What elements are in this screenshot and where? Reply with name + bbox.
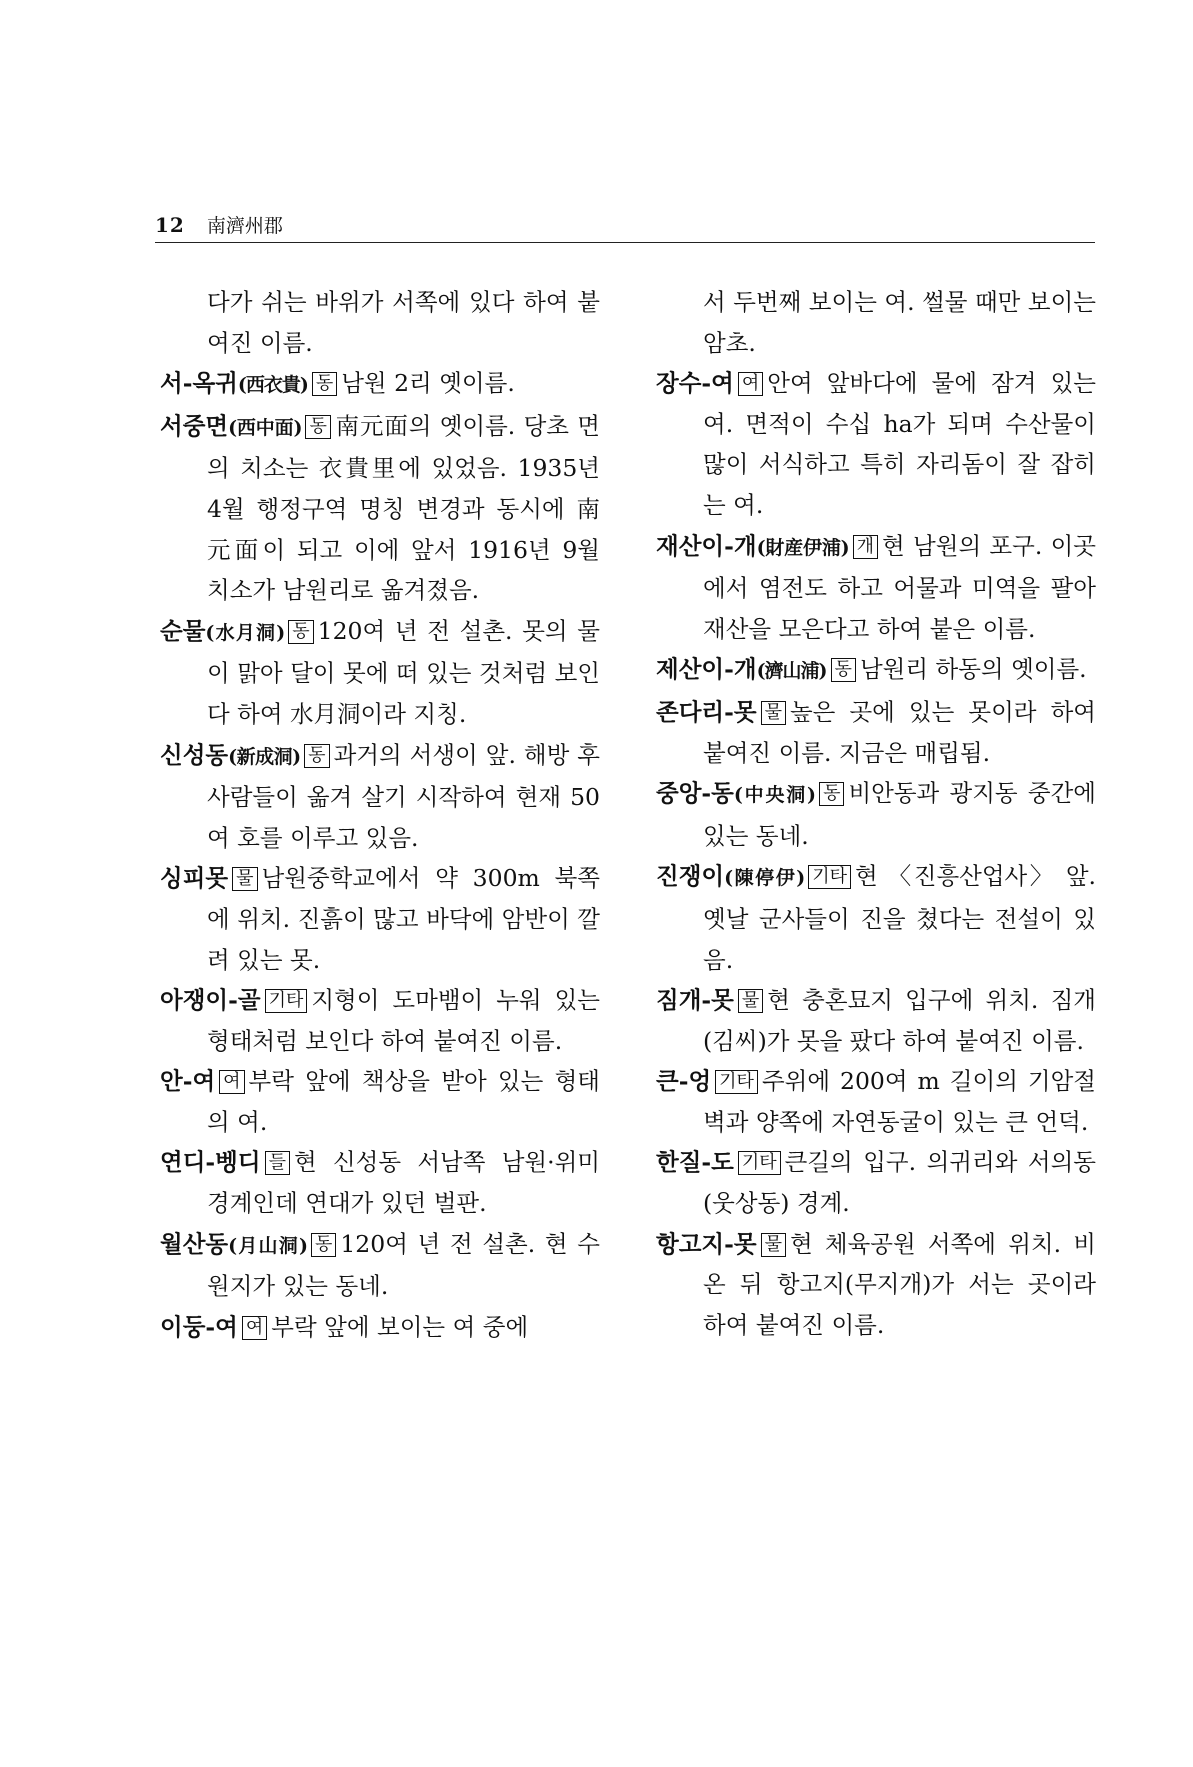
entry-category-tag: 기타 (265, 989, 308, 1013)
entry-category-tag: 여 (738, 372, 763, 396)
entry-category-tag: 동 (312, 372, 337, 396)
dictionary-entry (160, 282, 600, 363)
entry-text: 서 두번째 보이는 여. 썰물 때만 보이는 암초. (703, 288, 1096, 357)
entry-hanja: (濟山浦) (756, 660, 827, 683)
entry-category-tag: 물 (738, 989, 763, 1013)
dictionary-entry (656, 692, 1096, 773)
entry-hanja: (月山洞) (228, 1234, 307, 1257)
entry-headword: 한질-도 (656, 1148, 734, 1177)
entry-text: 현 신성동 서남쪽 남원·위미 경계인데 연대가 있던 벌판. (207, 1148, 600, 1218)
entry-text: 다가 쉬는 바위가 서쪽에 있다 하여 붙여진 이름. (207, 288, 600, 357)
dictionary-entry (656, 773, 1096, 856)
dictionary-entry (656, 363, 1096, 525)
entry-headword: 진쟁이 (656, 862, 725, 891)
entry-hanja: (新成洞) (228, 745, 301, 768)
entry-text: 주위에 200여 m 길이의 기암절벽과 양쪽에 자연동굴이 있는 큰 언덕. (703, 1067, 1096, 1136)
dictionary-entry (656, 1142, 1096, 1223)
entry-headword: 아쟁이-골 (160, 986, 261, 1015)
entry-category-tag: 동 (311, 1233, 336, 1257)
dictionary-entry (160, 611, 600, 735)
entry-category-tag: 동 (305, 415, 330, 439)
dictionary-entry (160, 735, 600, 859)
entry-headword: 순물 (160, 616, 206, 645)
entry-text: 비안동과 광지동 중간에 있는 동네. (703, 779, 1097, 850)
entry-hanja: (陳停伊) (724, 867, 805, 890)
entry-hanja: (西衣貴) (237, 374, 308, 397)
entry-category-tag: 동 (819, 782, 844, 806)
entry-text: 120여 년 전 설촌. 현 수원지가 있는 동네. (207, 1229, 600, 1301)
entry-headword: 연디-벵디 (160, 1148, 261, 1177)
entry-hanja: (西中面) (228, 416, 302, 439)
dictionary-entry (160, 1142, 600, 1223)
entry-category-tag: 기타 (808, 865, 851, 889)
entry-headword: 큰-엉 (656, 1067, 712, 1096)
entry-text: 부락 앞에 책상을 받아 있는 형태의 여. (207, 1067, 600, 1136)
entry-category-tag: 동 (831, 658, 856, 682)
dictionary-entry (160, 1307, 600, 1348)
entry-headword: 존다리-못 (656, 697, 757, 726)
dictionary-entry (160, 980, 600, 1061)
entry-category-tag: 여 (242, 1316, 267, 1340)
page-header (155, 211, 1095, 238)
entry-category-tag: 동 (304, 744, 329, 768)
entry-category-tag: 물 (761, 1233, 786, 1257)
entry-text: 큰길의 입구. 의귀리와 서의동(웃상동) 경계. (703, 1148, 1096, 1218)
entry-text: 현 충혼묘지 입구에 위치. 짐개(김씨)가 못을 팠다 하여 붙여진 이름. (703, 986, 1096, 1055)
page-number: 12 (155, 213, 185, 237)
entry-category-tag: 기타 (715, 1070, 758, 1094)
entry-hanja: (中央洞) (733, 784, 816, 807)
entry-headword: 서중면 (160, 411, 229, 440)
dictionary-entry (656, 856, 1096, 980)
dictionary-entry (160, 1061, 600, 1142)
dictionary-entry (160, 858, 600, 980)
dictionary-entry (160, 1224, 600, 1307)
entry-category-tag: 들 (265, 1151, 290, 1175)
entry-text: 현 〈진흥산업사〉 앞. 옛날 군사들이 진을 쳤다는 전설이 있음. (703, 862, 1096, 974)
entry-headword: 장수-여 (656, 369, 734, 398)
dictionary-entry (656, 649, 1096, 692)
entry-category-tag: 물 (761, 701, 786, 725)
entry-text: 현 체육공원 서쪽에 위치. 비온 뒤 항고지(무지개)가 서는 곳이라 하여 붙여진 이름. (703, 1229, 1096, 1339)
entry-headword: 재산이-개 (656, 531, 757, 560)
entry-category-tag: 기타 (738, 1151, 781, 1175)
entry-headword: 서-옥귀 (160, 369, 238, 398)
entry-text: 남원 2리 옛이름. (341, 369, 515, 398)
entry-text: 부락 앞에 보이는 여 중에 (271, 1312, 529, 1341)
entry-text: 120여 년 전 설촌. 못의 물이 맑아 달이 못에 떠 있는 것처럼 보인다 하여 水月洞이라 지칭. (207, 616, 600, 728)
dictionary-entry (160, 406, 600, 611)
dictionary-entry (656, 526, 1096, 650)
entry-headword: 싱피못 (160, 864, 229, 893)
dictionary-entry (160, 363, 600, 406)
dictionary-entry (656, 1061, 1096, 1142)
entry-text: 남원리 하동의 옛이름. (859, 655, 1087, 684)
page-title: 南濟州郡 (206, 215, 283, 237)
entry-category-tag: 여 (219, 1070, 244, 1094)
entry-text: 높은 곳에 있는 못이라 하여 붙여진 이름. 지금은 매립됨. (703, 697, 1096, 767)
entry-headword: 중앙-동 (656, 779, 734, 808)
entry-text: 안여 앞바다에 물에 잠겨 있는 여. 면적이 수십 ha가 되며 수산물이 많이 서식하고 특히 자리돔이 잘 잡히는 여. (703, 369, 1096, 519)
entry-headword: 제산이-개 (656, 655, 757, 684)
entry-text: 지형이 도마뱀이 누워 있는 형태처럼 보인다 하여 붙여진 이름. (207, 986, 600, 1055)
entry-headword: 이둥-여 (160, 1312, 238, 1341)
entry-headword: 항고지-못 (656, 1229, 757, 1258)
left-column (160, 282, 600, 1347)
dictionary-entry (656, 1224, 1096, 1346)
entry-headword: 짐개-못 (656, 986, 734, 1015)
header-rule (155, 242, 1095, 243)
entry-hanja: (財産伊浦) (756, 536, 849, 559)
entry-text: 현 남원의 포구. 이곳에서 염전도 하고 어물과 미역을 팔아 재산을 모은다고 하여 붙은 이름. (703, 531, 1096, 643)
right-column (656, 282, 1096, 1345)
entry-headword: 월산동 (160, 1229, 229, 1258)
entry-category-tag: 물 (232, 867, 257, 891)
entry-category-tag: 개 (853, 535, 878, 559)
entry-text: 과거의 서생이 앞. 해방 후 사람들이 옮겨 살기 시작하여 현재 50여 호를 이루고 있음. (207, 740, 600, 852)
dictionary-entry (656, 282, 1096, 363)
entry-headword: 신성동 (160, 740, 229, 769)
dictionary-entry (656, 980, 1096, 1061)
entry-headword: 안-여 (160, 1067, 216, 1096)
entry-text: 남원중학교에서 약 300m 북쪽에 위치. 진흙이 많고 바닥에 암반이 깔려 있는 못. (207, 864, 600, 974)
entry-category-tag: 동 (288, 620, 313, 644)
entry-hanja: (水月洞) (205, 621, 285, 644)
entry-text: 南元面의 옛이름. 당초 면의 치소는 衣貴里에 있었음. 1935년 4월 행정구역 명칭 변경과 동시에 南元面이 되고 이에 앞서 1916년 9월 치소가 남원리로 옮겨졌음. (207, 411, 600, 605)
